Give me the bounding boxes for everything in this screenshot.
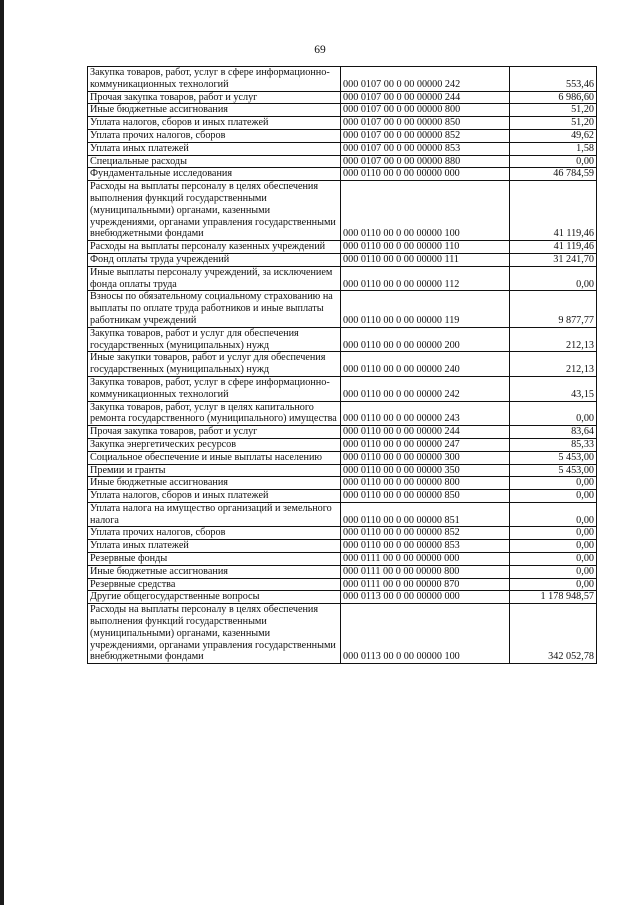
page-number: 69 <box>314 44 326 56</box>
table-row <box>88 327 597 352</box>
budget-table <box>87 66 597 664</box>
table-row <box>88 527 597 540</box>
row-code: 000 0110 00 0 00 00000 853 <box>341 540 510 553</box>
table-row <box>88 477 597 490</box>
table-row <box>88 129 597 142</box>
row-amount: 0,00 <box>510 490 597 503</box>
table-row <box>88 376 597 401</box>
table-row <box>88 352 597 377</box>
row-amount: 49,62 <box>510 129 597 142</box>
row-code: 000 0107 00 0 00 00000 850 <box>341 117 510 130</box>
row-name: Иные бюджетные ассигнования <box>88 104 341 117</box>
row-amount: 0,00 <box>510 540 597 553</box>
row-amount: 0,00 <box>510 527 597 540</box>
row-name: Взносы по обязательному социальному страхованию на выплаты по оплате труда работников и иные выплаты работникам учреждений <box>88 291 341 327</box>
row-code: 000 0107 00 0 00 00000 800 <box>341 104 510 117</box>
row-code: 000 0110 00 0 00 00000 240 <box>341 352 510 377</box>
row-code: 000 0107 00 0 00 00000 880 <box>341 155 510 168</box>
row-amount: 553,46 <box>510 67 597 92</box>
row-amount: 46 784,59 <box>510 168 597 181</box>
row-name: Уплата налогов, сборов и иных платежей <box>88 490 341 503</box>
row-amount: 41 119,46 <box>510 241 597 254</box>
table-row <box>88 426 597 439</box>
table-row <box>88 67 597 92</box>
table-row <box>88 291 597 327</box>
row-name: Закупка товаров, работ и услуг для обеспечения государственных (муниципальных) нужд <box>88 327 341 352</box>
row-amount: 83,64 <box>510 426 597 439</box>
row-code: 000 0107 00 0 00 00000 242 <box>341 67 510 92</box>
row-name: Резервные средства <box>88 578 341 591</box>
row-code: 000 0113 00 0 00 00000 000 <box>341 591 510 604</box>
row-name: Иные бюджетные ассигнования <box>88 477 341 490</box>
row-name: Расходы на выплаты персоналу казенных учреждений <box>88 241 341 254</box>
row-code: 000 0110 00 0 00 00000 800 <box>341 477 510 490</box>
row-code: 000 0110 00 0 00 00000 244 <box>341 426 510 439</box>
row-name: Расходы на выплаты персоналу в целях обеспечения выполнения функций государственными (муниципальными) органами, казенными учреждениями, органами управления государственными внебюджетными фондами <box>88 181 341 241</box>
row-code: 000 0110 00 0 00 00000 243 <box>341 401 510 426</box>
row-name: Прочая закупка товаров, работ и услуг <box>88 91 341 104</box>
row-amount: 0,00 <box>510 578 597 591</box>
row-code: 000 0111 00 0 00 00000 000 <box>341 553 510 566</box>
table-row <box>88 253 597 266</box>
row-amount: 0,00 <box>510 266 597 291</box>
table-row <box>88 490 597 503</box>
row-amount: 41 119,46 <box>510 181 597 241</box>
row-name: Закупка товаров, работ, услуг в целях капитального ремонта государственного (муниципального) имущества <box>88 401 341 426</box>
row-name: Уплата прочих налогов, сборов <box>88 527 341 540</box>
row-amount: 31 241,70 <box>510 253 597 266</box>
row-amount: 5 453,00 <box>510 451 597 464</box>
row-amount: 51,20 <box>510 117 597 130</box>
table-row <box>88 565 597 578</box>
table-row <box>88 168 597 181</box>
row-amount: 51,20 <box>510 104 597 117</box>
table-row <box>88 464 597 477</box>
row-name: Премии и гранты <box>88 464 341 477</box>
table-row <box>88 451 597 464</box>
row-name: Иные выплаты персоналу учреждений, за исключением фонда оплаты труда <box>88 266 341 291</box>
table-row <box>88 155 597 168</box>
row-amount: 85,33 <box>510 438 597 451</box>
row-code: 000 0110 00 0 00 00000 110 <box>341 241 510 254</box>
row-name: Уплата налога на имущество организаций и земельного налога <box>88 502 341 527</box>
row-name: Закупка товаров, работ, услуг в сфере информационно-коммуникационных технологий <box>88 67 341 92</box>
row-code: 000 0110 00 0 00 00000 242 <box>341 376 510 401</box>
row-name: Закупка энергетических ресурсов <box>88 438 341 451</box>
row-amount: 342 052,78 <box>510 604 597 664</box>
row-name: Фундаментальные исследования <box>88 168 341 181</box>
row-code: 000 0113 00 0 00 00000 100 <box>341 604 510 664</box>
row-name: Специальные расходы <box>88 155 341 168</box>
row-amount: 212,13 <box>510 327 597 352</box>
table-row <box>88 142 597 155</box>
row-name: Уплата иных платежей <box>88 540 341 553</box>
table-row <box>88 540 597 553</box>
row-code: 000 0110 00 0 00 00000 247 <box>341 438 510 451</box>
row-name: Иные бюджетные ассигнования <box>88 565 341 578</box>
row-amount: 0,00 <box>510 401 597 426</box>
row-name: Другие общегосударственные вопросы <box>88 591 341 604</box>
row-code: 000 0110 00 0 00 00000 000 <box>341 168 510 181</box>
row-amount: 0,00 <box>510 565 597 578</box>
row-amount: 212,13 <box>510 352 597 377</box>
row-code: 000 0110 00 0 00 00000 112 <box>341 266 510 291</box>
table-row <box>88 553 597 566</box>
row-name: Фонд оплаты труда учреждений <box>88 253 341 266</box>
row-name: Прочая закупка товаров, работ и услуг <box>88 426 341 439</box>
row-code: 000 0110 00 0 00 00000 852 <box>341 527 510 540</box>
row-name: Расходы на выплаты персоналу в целях обеспечения выполнения функций государственными (муниципальными) органами, казенными учреждениями, органами управления государственными внебюджетными фондами <box>88 604 341 664</box>
row-amount: 1,58 <box>510 142 597 155</box>
row-code: 000 0111 00 0 00 00000 800 <box>341 565 510 578</box>
table-row <box>88 604 597 664</box>
table-row <box>88 438 597 451</box>
table-row <box>88 181 597 241</box>
row-name: Уплата налогов, сборов и иных платежей <box>88 117 341 130</box>
row-name: Закупка товаров, работ, услуг в сфере информационно-коммуникационных технологий <box>88 376 341 401</box>
row-amount: 0,00 <box>510 477 597 490</box>
row-code: 000 0110 00 0 00 00000 300 <box>341 451 510 464</box>
row-amount: 5 453,00 <box>510 464 597 477</box>
row-code: 000 0110 00 0 00 00000 350 <box>341 464 510 477</box>
row-amount: 6 986,60 <box>510 91 597 104</box>
table-row <box>88 91 597 104</box>
row-code: 000 0110 00 0 00 00000 100 <box>341 181 510 241</box>
row-code: 000 0110 00 0 00 00000 111 <box>341 253 510 266</box>
row-name: Иные закупки товаров, работ и услуг для обеспечения государственных (муниципальных) нужд <box>88 352 341 377</box>
row-code: 000 0107 00 0 00 00000 852 <box>341 129 510 142</box>
row-code: 000 0107 00 0 00 00000 853 <box>341 142 510 155</box>
table-row <box>88 266 597 291</box>
row-amount: 0,00 <box>510 155 597 168</box>
row-name: Уплата прочих налогов, сборов <box>88 129 341 142</box>
row-code: 000 0110 00 0 00 00000 850 <box>341 490 510 503</box>
row-code: 000 0110 00 0 00 00000 200 <box>341 327 510 352</box>
row-name: Резервные фонды <box>88 553 341 566</box>
row-amount: 43,15 <box>510 376 597 401</box>
table-row <box>88 401 597 426</box>
scan-edge <box>0 0 4 905</box>
row-code: 000 0107 00 0 00 00000 244 <box>341 91 510 104</box>
table-row <box>88 502 597 527</box>
row-amount: 9 877,77 <box>510 291 597 327</box>
table-row <box>88 591 597 604</box>
row-amount: 0,00 <box>510 502 597 527</box>
row-amount: 1 178 948,57 <box>510 591 597 604</box>
row-code: 000 0111 00 0 00 00000 870 <box>341 578 510 591</box>
row-code: 000 0110 00 0 00 00000 119 <box>341 291 510 327</box>
table-row <box>88 241 597 254</box>
row-code: 000 0110 00 0 00 00000 851 <box>341 502 510 527</box>
row-name: Уплата иных платежей <box>88 142 341 155</box>
table-row <box>88 104 597 117</box>
table-row <box>88 578 597 591</box>
table-row <box>88 117 597 130</box>
row-amount: 0,00 <box>510 553 597 566</box>
row-name: Социальное обеспечение и иные выплаты населению <box>88 451 341 464</box>
